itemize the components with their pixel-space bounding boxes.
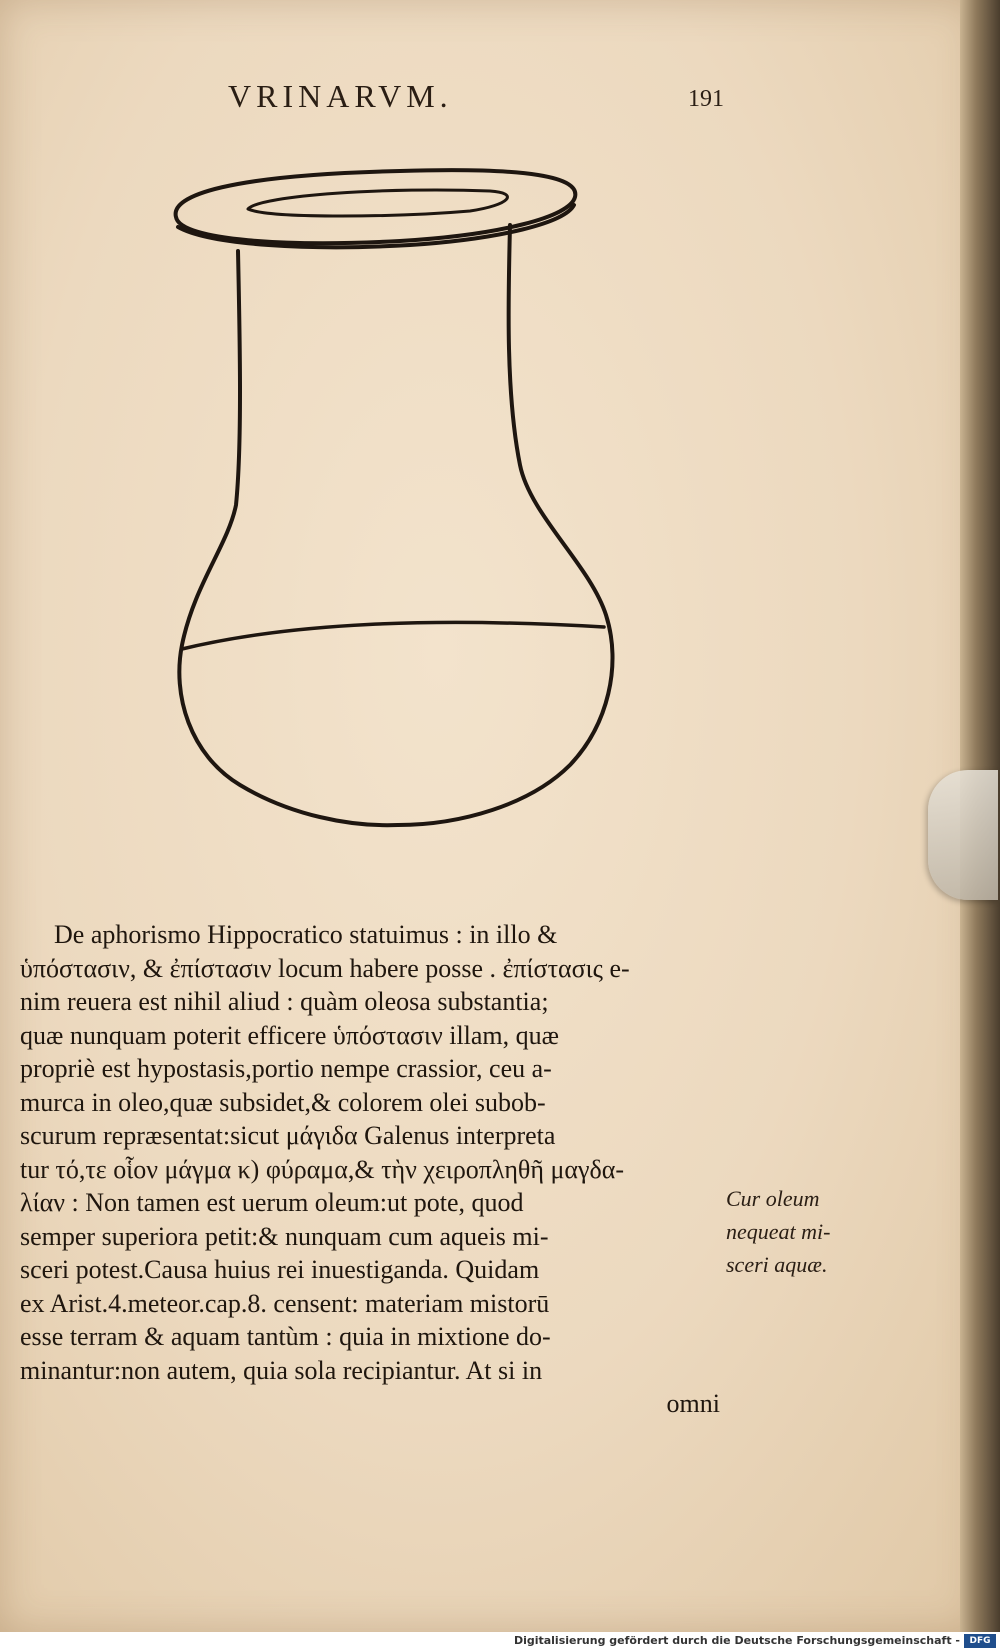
flask-right-wall	[398, 225, 613, 825]
text-line: λίαν : Non tamen est uerum oleum:ut pote, quod	[20, 1188, 524, 1217]
text-line: De aphorismo Hippocratico statuimus : in illo &	[54, 920, 558, 949]
catchword: omni	[666, 1389, 720, 1418]
text-line: scurum repræsentat:sicut μάγιδα Galenus interpreta	[20, 1121, 556, 1150]
footer-bar	[0, 1632, 1000, 1651]
margin-note-line: nequeat mi-	[726, 1219, 831, 1244]
urine-flask-illustration	[170, 165, 650, 875]
funding-notice: Digitalisierung gefördert durch die Deutsche Forschungsgemeinschaft -	[513, 1634, 960, 1647]
text-line: murca in oleo,quæ subsidet,& colorem olei subob-	[20, 1087, 546, 1117]
margin-note-line: sceri aquæ.	[726, 1252, 828, 1277]
text-line: ὑπόστασιν, & ἐπίστασιν locum habere posse . ἐπίστασις e-	[20, 953, 630, 983]
text-line: quæ nunquam poterit efficere ὑπόστασιν illam, quæ	[20, 1020, 559, 1050]
page-clip	[928, 770, 998, 900]
text-line: tur τό,τε οἷον μάγμα κ) φύραμα,& τὴν χειροπληθῆ μαγδα-	[20, 1154, 625, 1184]
running-header: VRINARVM.	[228, 78, 453, 114]
page-number: 191	[688, 86, 724, 112]
text-line: ex Arist.4.meteor.cap.8. censent: materiam mistorū	[20, 1288, 550, 1318]
text-line: minantur:non autem, quia sola recipiantur. At si in	[20, 1355, 543, 1385]
dfg-logo-icon: DFG	[964, 1634, 996, 1648]
text-line: propriè est hypostasis,portio nempe crassior, ceu a-	[20, 1054, 552, 1083]
margin-note-line: Cur oleum	[726, 1186, 820, 1211]
margin-note	[726, 1182, 876, 1281]
text-line: semper superiora petit:& nunquam cum aqueis mi-	[20, 1221, 549, 1251]
flask-opening	[248, 190, 507, 216]
fluid-level-line	[182, 622, 604, 649]
text-line: esse terram & aquam tantùm : quia in mixtione do-	[20, 1322, 551, 1351]
text-line: sceri potest.Causa huius rei inuestiganda. Quidam	[20, 1255, 540, 1284]
body-text	[20, 918, 720, 1421]
text-line: nim reuera est nihil aliud : quàm oleosa substantia;	[20, 987, 549, 1016]
flask-left-wall	[179, 251, 398, 825]
